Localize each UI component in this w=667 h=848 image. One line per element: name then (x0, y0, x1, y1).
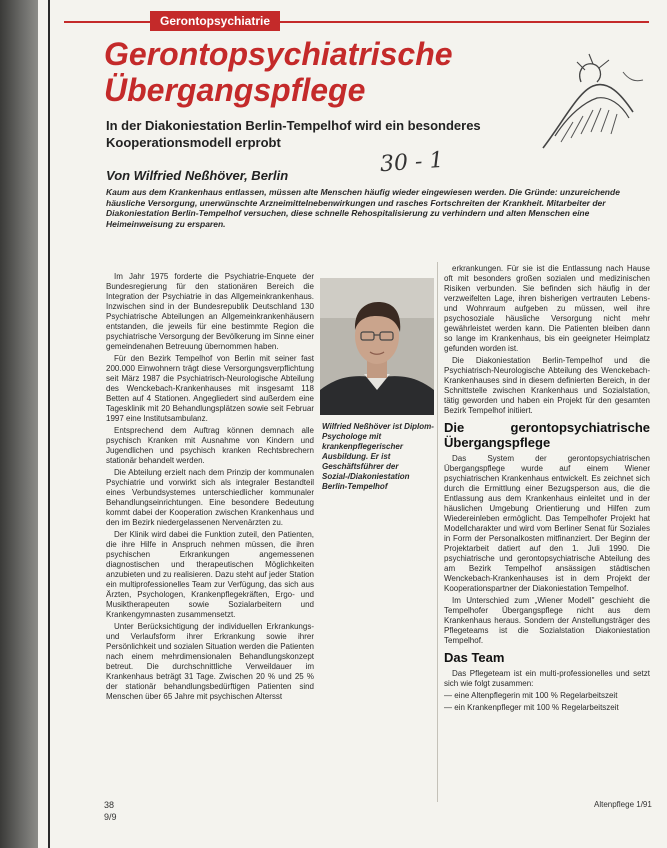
paragraph: erkrankungen. Für sie ist die Entlassung nach Hause oft mit besonders großen sozialen und medizinischen Risiken verbunden. Sie befinden sich häufig in der verzweifelten Lage, ihren bisherigen vertrauten Lebens- und Wohnraum aufgeben zu müssen, weil ihre psychosoziale häusliche Versorgung nicht mehr gewährleistet werden kann. Die Patienten bleiben dann so lange im Krankenhaus, bis ein geeigneter Heimplatz gefunden worden ist. (444, 264, 650, 353)
journal-footer: Altenpflege 1/91 (594, 800, 652, 809)
paragraph: Das System der gerontopsychiatrischen Übergangspflege wurde auf einem Wiener psychiatrischen Krankenhaus entwickelt. Es zeichnet sich durch die Ermittlung einer Bezugsperson aus, die die Entlassung aus dem Krankenhaus einleitet und in der häuslichen Umgebung Orientierung und Hilfen zum Wiedereinleben ermöglicht. Das Tempelhofer Projekt hat Modellcharakter und wird vom Berliner Senat für Soziales in Form der Personalkosten mitfinanziert. Der Beginn der Projektarbeit datiert auf den 1. Juli 1990. Die psychiatrische und gerontopsychiatrische Abteilung des am Bezirk Tempelhof ansässigen städtischen Wenckebach-Krankenhauses ist in dem Projekt der Kooperationspartner der Diakoniestation Tempelhof. (444, 454, 650, 593)
paragraph: Das Pflegeteam ist ein multi-professionelles und setzt sich wie folgt zusammen: (444, 669, 650, 688)
text-column-3 (444, 264, 650, 715)
paragraph: Der Klinik wird dabei die Funktion zuteil, den Patienten, die ihre Hilfe in Anspruch nehmen müssen, die ihren psychischen Erkrankungen angemessenen diagnostischen und therapeutischen Möglichkeiten anzubieten und zu realisieren. Dazu steht auf jeder Station ein multiprofessionelles Team zur Verfügung, das sich aus Ärzten, Psychologen, Krankenpflegekräften, Ergo- und Musiktherapeuten sowie Sozialarbeitern und Krankengymnasten zusammensetzt. (106, 530, 314, 619)
handwritten-note: 30 - 1 (379, 147, 445, 178)
paragraph: Im Jahr 1975 forderte die Psychiatrie-Enquete der Bundesregierung für den stationären Bereich die Integration der Psychiatrie in das Allgemeinkrankenhaus. Inzwischen sind in der Bundesrepublik Deutschland 130 Psychiatrische Abteilungen an Allgemeinkrankenhäusern entstanden, die jeweils für eine bestimmte Region die psychiatrische Versorgung der Bevölkerung im Sinne einer gemeindenahen Betreuung übernommen haben. (106, 272, 314, 351)
text-column-1 (106, 272, 314, 704)
paragraph: Unter Berücksichtigung der individuellen Erkrankungs- und Verlaufsform ihrer Erkrankung sowie ihrer Persönlichkeit und sozialen Situation werden die Patienten nach einem mehrdimensionalen Behandlungskonzept betreut. Die durchschnittliche Verweildauer im Krankenhaus beträgt 31 Tage. Zwischen 20 % und 25 % der stationär behandlungsbedürftigen Patienten sind Menschen über 65 Jahre mit psychischen Altersst (106, 622, 314, 701)
photo-caption: Wilfried Neßhöver ist Diplom-Psychologe mit krankenpflegerischer Ausbildung. Er ist Geschäftsführer der Sozial-/Diakoniestation Berlin-Tempelhof (322, 422, 434, 491)
list-item: — eine Altenpflegerin mit 100 % Regelarbeitszeit (444, 691, 618, 700)
byline: Von Wilfried Neßhöver, Berlin (106, 168, 289, 183)
page-number: 38 (104, 800, 115, 810)
paragraph: Die Diakoniestation Berlin-Tempelhof und die Psychiatrisch-Neurologische Abteilung des Wenckebach-Krankenhauses sind in diesem definierten Bereich, in der Schnittstelle zwischen Krankenhaus und Sozialstation, tätig geworden und haben ein Projekt für den gesamten Bezirk Tempelhof initiiert. (444, 356, 650, 415)
column-divider (437, 262, 438, 802)
section-tag: Gerontopsychiatrie (150, 11, 280, 31)
binding-shadow (0, 0, 38, 848)
paragraph: Für den Bezirk Tempelhof von Berlin mit seiner fast 200.000 Einwohnern trägt diese Versorgungsverpflichtung seit März 1987 die Psychiatrisch-Neurologische Abteilung des Wenckebach-Krankenhauses mit insgesamt 118 Betten auf 4 Stationen. Angegliedert sind außerdem eine Tagesklinik mit 20 Behandlungsplätzen sowie seit Februar 1997 eine Institutsambulanz. (106, 354, 314, 423)
section-heading: Das Team (444, 650, 505, 665)
paragraph: Im Unterschied zum „Wiener Modell" geschieht die Tempelhofer Übergangspflege nicht aus dem Krankenhaus heraus. Sondern der Anstellungsträger des Pflegeteams ist die Sozialstation Diakoniestation Tempelhof. (444, 596, 650, 645)
list-item: — ein Krankenpfleger mit 100 % Regelarbeitszeit (444, 703, 619, 712)
page-subnumber: 9/9 (104, 812, 117, 822)
article-title: Gerontopsychiatrische Übergangspflege (104, 36, 453, 108)
paragraph: Die Abteilung erzielt nach dem Prinzip der kommunalen Psychiatrie und vorwirkt sich als integraler Bestandteil eines Verbundsystemes unterschiedlicher kommunaler Behandlungseinrichtungen. Eine besondere Bedeutung kommt dabei der Kooperation zwischen Krankenhaus und den im Bezirk niedergelassenen Nervenärzten zu. (106, 468, 314, 527)
author-photo (320, 278, 434, 415)
paragraph: Entsprechend dem Auftrag können demnach alle psychisch Kranken mit Ausnahme von Kindern und Jugendlichen und psychisch kranken Rechtsbrechern stationär behandelt werden. (106, 426, 314, 465)
section-heading: Die gerontopsychiatrische Übergangspflege (444, 420, 650, 450)
lead-paragraph: Kaum aus dem Krankenhaus entlassen, müssen alte Menschen häufig wieder eingewiesen werden. Die Gründe: unzureichende häusliche Versorgung, unerwünschte Arzneimittelnebenwirkungen und rasches Fortschreiten der Krankheit. Mitarbeiter der Diakoniestation Berlin-Tempelhof versuchen, diese schnelle Rehospitalisierung zu verhindern und alten Menschen eine Heimeinweisung zu ersparen. (106, 187, 620, 229)
article-subtitle: In der Diakoniestation Berlin-Tempelhof wird ein besonderes Kooperationsmodell erprobt (106, 118, 481, 150)
hand-illustration-icon (533, 52, 651, 156)
